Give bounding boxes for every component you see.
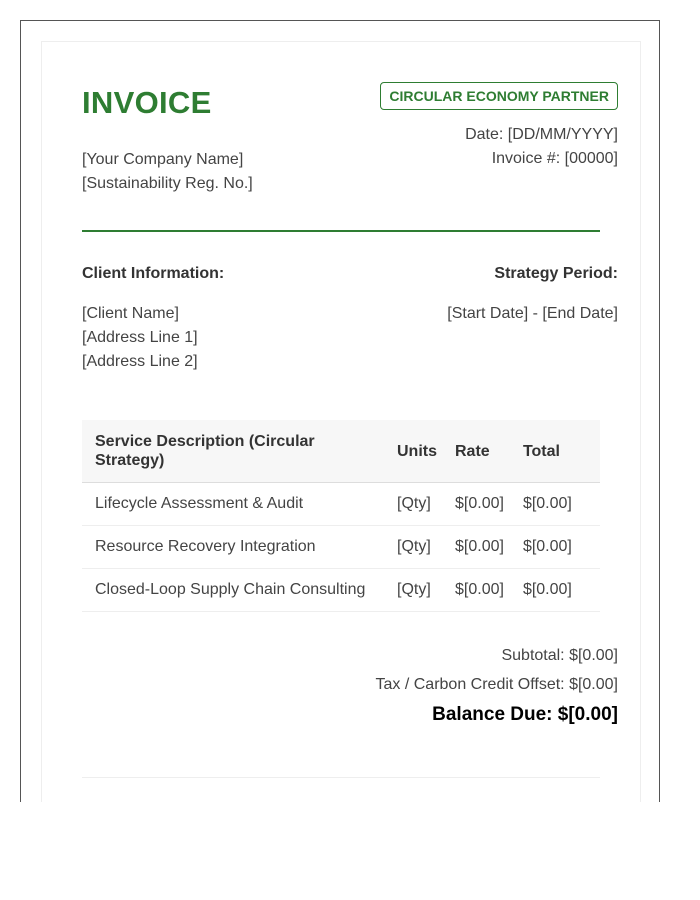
client-info-heading: Client Information:: [82, 265, 225, 282]
sustainability-registration: [Sustainability Reg. No.]: [82, 175, 253, 192]
subtotal: Subtotal: $[0.00]: [501, 647, 618, 664]
service-units: [Qty]: [390, 483, 444, 526]
company-name: [Your Company Name]: [82, 151, 244, 168]
table-row: [82, 569, 600, 612]
totals-block: [376, 641, 619, 727]
service-description: Lifecycle Assessment & Audit: [82, 483, 390, 526]
circular-economy-badge: CIRCULAR ECONOMY PARTNER: [380, 82, 618, 110]
services-table: [82, 420, 600, 612]
service-total: $[0.00]: [512, 526, 600, 569]
table-header-row: [82, 420, 600, 483]
service-description: Closed-Loop Supply Chain Consulting: [82, 569, 390, 612]
column-header-units: Units: [390, 420, 444, 483]
strategy-period-value: [Start Date] - [End Date]: [447, 305, 618, 322]
header-divider: [82, 230, 600, 232]
invoice-meta: [465, 123, 618, 171]
service-rate: $[0.00]: [444, 483, 512, 526]
column-header-description: Service Description (Circular Strategy): [82, 420, 390, 483]
client-address-line-2: [Address Line 2]: [82, 353, 198, 370]
service-total: $[0.00]: [512, 483, 600, 526]
column-header-total: Total: [512, 420, 600, 483]
table-row: [82, 483, 600, 526]
table-row: [82, 526, 600, 569]
invoice-frame: [20, 20, 660, 802]
service-total: $[0.00]: [512, 569, 600, 612]
invoice-number: Invoice #: [00000]: [491, 150, 618, 167]
service-rate: $[0.00]: [444, 569, 512, 612]
service-units: [Qty]: [390, 526, 444, 569]
tax-carbon-offset: Tax / Carbon Credit Offset: $[0.00]: [375, 676, 618, 693]
service-description: Resource Recovery Integration: [82, 526, 390, 569]
company-info: [82, 148, 253, 196]
service-rate: $[0.00]: [444, 526, 512, 569]
client-name: [Client Name]: [82, 305, 179, 322]
service-units: [Qty]: [390, 569, 444, 612]
footer-divider: [82, 777, 600, 778]
invoice-title: INVOICE: [82, 85, 212, 120]
balance-due: Balance Due: $[0.00]: [432, 704, 618, 725]
strategy-period-heading: Strategy Period:: [494, 265, 618, 282]
invoice-date: Date: [DD/MM/YYYY]: [465, 126, 618, 143]
client-details: [82, 302, 198, 374]
column-header-rate: Rate: [444, 420, 512, 483]
client-address-line-1: [Address Line 1]: [82, 329, 198, 346]
